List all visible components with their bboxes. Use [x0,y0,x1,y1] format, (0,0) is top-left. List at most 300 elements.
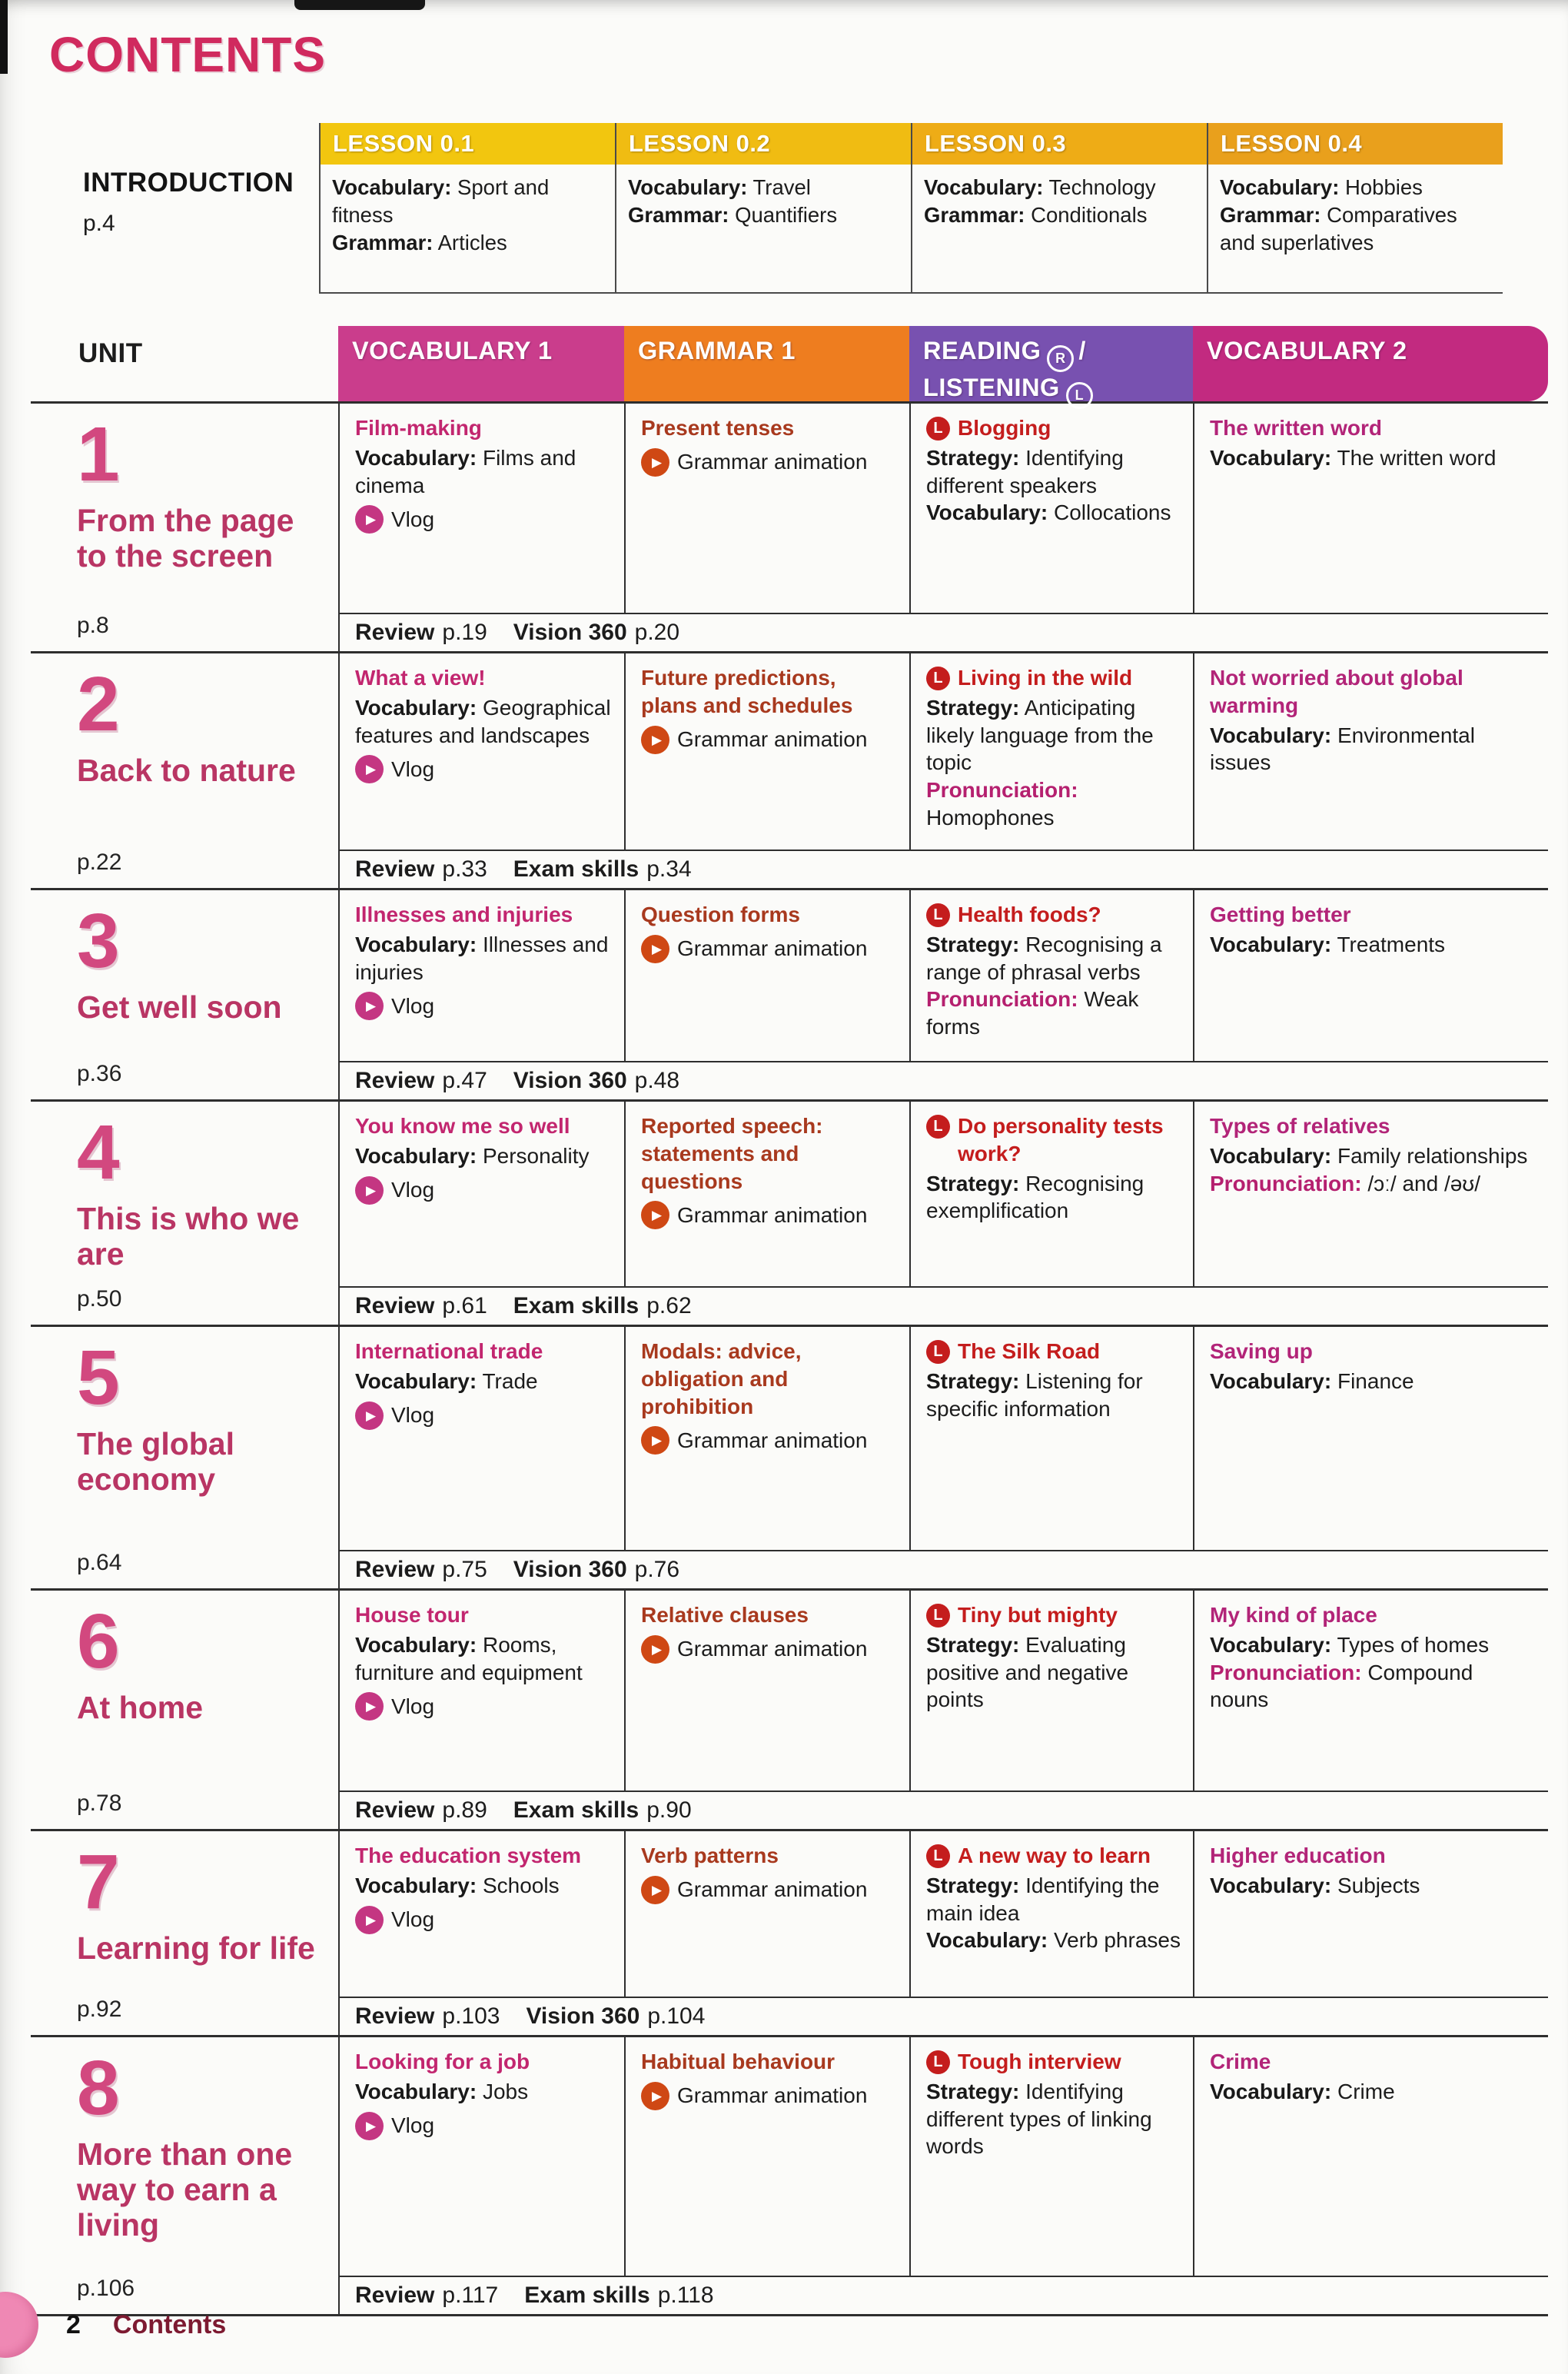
review-extra-pair [513,1293,692,1319]
play-icon [641,1635,669,1664]
review-extra-label: Vision 360 [513,1557,627,1582]
grammar-animation-line [641,935,897,963]
unit-row [31,1829,1548,2035]
vocabulary2-cell [1193,2037,1548,2276]
footer-page-number: 2 [66,2309,81,2339]
cell-line [1210,444,1536,472]
lesson-header: LESSON 0.2 [616,123,911,165]
review-pair [355,1068,487,1094]
vocabulary2-title: Types of relatives [1210,1114,1390,1138]
unit-page-number: p.92 [77,1997,122,2022]
unit-page-number: p.78 [77,1790,122,1816]
reading-title: Tiny but mighty [958,1603,1118,1627]
play-icon [355,505,384,534]
reading-listening-cell [909,1591,1193,1790]
line-text: Verb phrases [1053,1928,1181,1953]
cell-line [355,1142,612,1170]
vocabulary1-title: What a view! [355,666,486,690]
vocabulary2-lines [1210,1368,1536,1395]
listening-icon: L [926,1340,950,1364]
vocabulary2-lines [1210,1142,1536,1198]
review-extra-label: Exam skills [513,1293,639,1318]
grammar1-title: Question forms [641,903,800,926]
line-label: Grammar: [332,230,434,254]
line-text: Subjects [1337,1873,1420,1897]
grammar1-title: Present tenses [641,416,795,440]
cell-line [355,1631,612,1687]
unit-number: 5 [77,1335,120,1421]
unit-title: Back to nature [77,753,296,788]
line-text: Types of homes [1337,1632,1490,1657]
line-text: Collocations [1053,500,1171,525]
line-text: Comparatives and superlatives [1220,202,1457,254]
line-label: Vocabulary: [355,1368,477,1393]
unit-row [31,651,1548,888]
cell-line [1210,1659,1536,1714]
cell-line [1210,2078,1536,2106]
line-label: Strategy: [926,695,1020,720]
play-icon [355,1401,384,1430]
review-extra-pair [513,856,692,883]
vocabulary1-lines [355,931,612,986]
vocabulary1-cell [338,1831,624,1997]
review-extra-page: p.34 [646,856,692,882]
vocabulary1-title: International trade [355,1339,543,1363]
cell-line [355,694,612,750]
lesson-body [912,165,1207,292]
grammar-animation-label: Grammar animation [677,1428,868,1453]
line-label: Strategy: [926,932,1020,956]
vocabulary2-title: Saving up [1210,1339,1313,1363]
reading-title: Tough interview [958,2050,1121,2073]
cell-line [1220,174,1492,201]
vlog-label: Vlog [391,507,435,532]
lesson-header: LESSON 0.4 [1208,123,1503,165]
vocabulary2-lines [1210,722,1536,777]
reading-listening-column-header [909,326,1193,401]
unit-cell [31,1327,338,1588]
grammar-animation-line [641,726,897,754]
reading-title: Do personality tests work? [958,1114,1164,1165]
line-label: Vocabulary: [926,1928,1048,1953]
review-label: Review [355,2003,435,2029]
review-page: p.75 [442,1557,487,1582]
line-text: Films and cinema [355,445,576,497]
slash-text: / [1078,337,1086,364]
reading-listening-cell [909,404,1193,613]
lesson-body [321,165,615,292]
vocabulary1-cell [338,404,624,613]
unit-number: 8 [77,2045,120,2131]
cell-line [924,201,1196,229]
grammar-animation-label: Grammar animation [677,450,868,474]
review-pair [355,620,487,646]
review-pair [355,2003,500,2030]
vocabulary1-lines [355,1631,612,1687]
unit-number: 6 [77,1598,120,1684]
review-extra-page: p.104 [647,2003,706,2029]
unit-title: This is who we are [77,1201,300,1272]
grammar1-cell [624,1102,909,1286]
unit-title: More than one way to earn a living [77,2136,293,2243]
grammar1-cell [624,890,909,1061]
vocabulary2-lines [1210,1631,1536,1714]
listening-icon: L [926,903,950,927]
review-label: Review [355,1557,435,1582]
vlog-line [355,1176,612,1205]
line-label: Vocabulary: [355,932,477,956]
reading-title-row [926,664,1181,692]
review-label: Review [355,2283,435,2308]
review-pair [355,1557,487,1583]
vocabulary1-lines [355,694,612,750]
vocabulary1-lines [355,1142,612,1170]
grammar-animation-label: Grammar animation [677,1877,868,1902]
line-text: Identifying the main idea [926,1873,1160,1925]
grammar1-title: Modals: advice, obligation and prohibition [641,1339,802,1418]
review-extra-label: Exam skills [524,2283,650,2308]
review-bar [338,1061,1548,1099]
vlog-label: Vlog [391,1178,435,1202]
cell-line [1210,722,1536,777]
reading-title-row [926,901,1181,929]
play-icon [355,755,384,783]
cell-line [1210,931,1536,959]
review-extra-page: p.20 [634,620,680,645]
unit-number: 1 [77,411,120,497]
line-label: Vocabulary: [355,2079,477,2103]
cell-line [1210,1170,1536,1198]
vlog-line [355,1401,612,1430]
unit-page-number: p.22 [77,850,122,875]
line-label: Vocabulary: [355,695,477,720]
grammar1-title: Verb patterns [641,1844,779,1867]
unit-page-number: p.50 [77,1286,122,1312]
line-text: Hobbies [1345,175,1423,199]
reading-lines [926,2078,1181,2160]
reading-listening-cell [909,1327,1193,1550]
cell-line [926,1872,1181,1927]
reading-lines [926,444,1181,527]
grammar1-cell [624,1591,909,1790]
reading-lines [926,1631,1181,1714]
vocabulary2-cell [1193,1102,1548,1286]
line-text: Family relationships [1337,1143,1528,1168]
vlog-line [355,505,612,534]
unit-row [31,1099,1548,1325]
line-label: Vocabulary: [355,445,477,470]
review-bar [338,1790,1548,1829]
vlog-label: Vlog [391,757,435,782]
vocabulary1-title: The education system [355,1844,582,1867]
review-extra-page: p.62 [646,1293,692,1318]
review-page: p.33 [442,856,487,882]
review-bar [338,613,1548,651]
reading-title: Health foods? [958,903,1101,926]
play-icon [355,1692,384,1721]
line-label: Vocabulary: [1210,2079,1332,2103]
reading-lines [926,931,1181,1041]
line-label: Grammar: [628,202,729,227]
cell-line [926,1368,1181,1423]
unit-title: Get well soon [77,989,282,1025]
play-icon [641,2082,669,2110]
review-extra-pair [513,620,679,646]
review-bar [338,2276,1548,2314]
unit-number: 4 [77,1109,120,1195]
play-icon [641,448,669,477]
line-text: Crime [1337,2079,1395,2103]
vocabulary2-lines [1210,1872,1536,1900]
cell-line [924,174,1196,201]
line-label: Vocabulary: [1210,932,1332,956]
vocabulary1-cell [338,1327,624,1550]
grammar-animation-label: Grammar animation [677,1203,868,1228]
reading-title: Blogging [958,416,1051,440]
cell-line [926,931,1181,986]
review-label: Review [355,620,435,645]
line-label: Vocabulary: [926,500,1048,525]
cell-line [926,1170,1181,1225]
vocabulary2-cell [1193,1327,1548,1550]
line-text: Anticipating likely language from the topic [926,695,1154,775]
play-icon [641,1876,669,1904]
grammar1-column-header: GRAMMAR 1 [624,326,909,401]
scan-artifact [294,0,425,10]
play-icon [355,2112,384,2140]
line-text: Identifying different types of linking words [926,2079,1152,2159]
line-text: Finance [1337,1368,1414,1393]
review-extra-pair [513,1797,692,1824]
vlog-line [355,992,612,1020]
vocabulary2-cell [1193,1831,1548,1997]
grammar1-title: Relative clauses [641,1603,809,1627]
unit-cell [31,404,338,651]
cell-line [355,1368,612,1395]
vocabulary1-lines [355,2078,612,2106]
reading-title: Living in the wild [958,666,1133,690]
line-text: Recognising exemplification [926,1171,1144,1223]
grammar-animation-line [641,1876,897,1904]
unit-column-header: UNIT [78,338,143,368]
review-extra-label: Exam skills [513,856,639,882]
vocabulary2-title: Higher education [1210,1844,1386,1867]
line-text: Schools [482,1873,560,1897]
line-text: Travel [752,175,811,199]
review-extra-label: Exam skills [513,1797,639,1823]
line-text: Illnesses and injuries [355,932,609,984]
play-icon [641,1426,669,1455]
vocabulary1-column-header: VOCABULARY 1 [338,326,624,401]
line-label: Pronunciation: [1210,1660,1362,1684]
vocabulary2-lines [1210,931,1536,959]
vocabulary2-cell [1193,653,1548,850]
grammar1-title: Reported speech: statements and questions [641,1114,823,1193]
vocabulary2-title: My kind of place [1210,1603,1377,1627]
line-text: The written word [1337,445,1497,470]
lesson-column [1207,123,1503,294]
grammar1-cell [624,1327,909,1550]
grammar-animation-line [641,1426,897,1455]
line-text: Compound nouns [1210,1660,1473,1712]
unit-number: 2 [77,661,120,747]
introduction-section [0,123,1549,294]
line-text: Identifying different speakers [926,445,1124,497]
reading-listening-cell [909,890,1193,1061]
reading-listening-cell [909,1102,1193,1286]
grammar1-cell [624,404,909,613]
grammar-animation-label: Grammar animation [677,727,868,752]
cell-line [355,1872,612,1900]
play-icon [355,992,384,1020]
vocabulary2-title: The written word [1210,416,1382,440]
line-text: Recognising a range of phrasal verbs [926,932,1162,984]
line-label: Grammar: [1220,202,1321,227]
review-extra-page: p.76 [634,1557,680,1582]
vlog-label: Vlog [391,994,435,1019]
review-pair [355,856,487,883]
lesson-body [1208,165,1503,292]
cell-line [355,444,612,500]
vocabulary2-title: Crime [1210,2050,1271,2073]
line-label: Pronunciation: [926,987,1078,1012]
unit-title: At home [77,1690,203,1725]
unit-rows [31,401,1548,2316]
vocabulary2-cell [1193,1591,1548,1790]
unit-row [31,1588,1548,1829]
unit-cell [31,1102,338,1325]
reading-title-row [926,2048,1181,2076]
cell-line [926,776,1181,832]
reading-title-row [926,1112,1181,1168]
play-icon [641,1201,669,1229]
reading-listening-cell [909,653,1193,850]
vocabulary2-title: Getting better [1210,903,1351,926]
reading-title-row [926,1338,1181,1365]
line-label: Vocabulary: [924,175,1044,199]
review-extra-label: Vision 360 [513,620,627,645]
line-text: Technology [1048,175,1156,199]
cell-line [1210,1631,1536,1659]
review-pair [355,1797,487,1824]
line-label: Vocabulary: [1210,1632,1332,1657]
vocabulary2-column-header: VOCABULARY 2 [1193,326,1548,401]
line-label: Strategy: [926,1873,1020,1897]
lesson-body [616,165,911,292]
lesson-header: LESSON 0.1 [321,123,615,165]
line-text: Geographical features and landscapes [355,695,611,747]
unit-title: From the page to the screen [77,503,294,574]
review-page: p.19 [442,620,487,645]
lesson-column [911,123,1207,294]
vocabulary1-lines [355,444,612,500]
line-label: Vocabulary: [1210,723,1332,747]
vocabulary1-lines [355,1368,612,1395]
review-label: Review [355,1068,435,1093]
line-label: Grammar: [924,202,1025,227]
vocabulary1-title: Looking for a job [355,2050,530,2073]
contents-table [31,326,1548,2316]
grammar-animation-line [641,1635,897,1664]
vocabulary2-lines [1210,444,1536,472]
line-text: Rooms, furniture and equipment [355,1632,583,1684]
line-label: Strategy: [926,1171,1020,1195]
line-label: Strategy: [926,1632,1020,1657]
line-label: Vocabulary: [355,1632,477,1657]
review-extra-page: p.48 [634,1068,680,1093]
l-circle-icon: L [1066,382,1093,409]
unit-cell [31,1831,338,2035]
cell-line [1210,1142,1536,1170]
listening-icon: L [926,667,950,690]
vocabulary2-cell [1193,404,1548,613]
grammar1-cell [624,653,909,850]
review-bar [338,1997,1548,2035]
line-text: Listening for specific information [926,1368,1143,1421]
vlog-label: Vlog [391,1694,435,1719]
play-icon [641,935,669,963]
reading-header-text: READING [923,337,1041,364]
listening-header-text: LISTENING [923,373,1060,401]
lesson-column [615,123,911,294]
line-label: Pronunciation: [1210,1171,1362,1195]
vocabulary1-cell [338,2037,624,2276]
line-label: Strategy: [926,2079,1020,2103]
line-label: Strategy: [926,1368,1020,1393]
unit-cell [31,890,338,1099]
unit-cell [31,653,338,888]
r-circle-icon: R [1047,345,1074,372]
vocabulary1-title: Film-making [355,416,482,440]
review-label: Review [355,856,435,882]
listening-icon: L [926,417,950,441]
line-label: Vocabulary: [1210,1143,1332,1168]
unit-number: 3 [77,898,120,984]
line-label: Vocabulary: [1220,175,1340,199]
review-extra-page: p.118 [657,2283,714,2308]
grammar-animation-line [641,1201,897,1229]
cell-line [1210,1872,1536,1900]
lesson-column [319,123,615,294]
cell-line [1220,201,1492,257]
footer-label: Contents [112,2309,227,2339]
unit-page-number: p.36 [77,1061,122,1086]
unit-row [31,1325,1548,1588]
unit-row [31,888,1548,1099]
line-label: Strategy: [926,445,1020,470]
review-pair [355,1293,487,1319]
footer-circle-decoration [0,2292,38,2358]
vocabulary1-cell [338,1102,624,1286]
lesson-header: LESSON 0.3 [912,123,1207,165]
review-label: Review [355,1293,435,1318]
reading-title-row [926,414,1181,442]
listening-icon: L [926,2050,950,2074]
review-page: p.117 [442,2283,499,2308]
unit-cell [31,1591,338,1829]
review-extra-page: p.90 [646,1797,692,1823]
cell-line [332,174,604,229]
line-text: Environmental issues [1210,723,1475,775]
line-label: Vocabulary: [1210,445,1332,470]
vocabulary1-lines [355,1872,612,1900]
grammar1-cell [624,1831,909,1997]
grammar-animation-line [641,448,897,477]
unit-page-number: p.106 [77,2276,135,2301]
unit-title: The global economy [77,1426,234,1497]
unit-title: Learning for life [77,1930,315,1966]
grammar-animation-label: Grammar animation [677,1637,868,1661]
